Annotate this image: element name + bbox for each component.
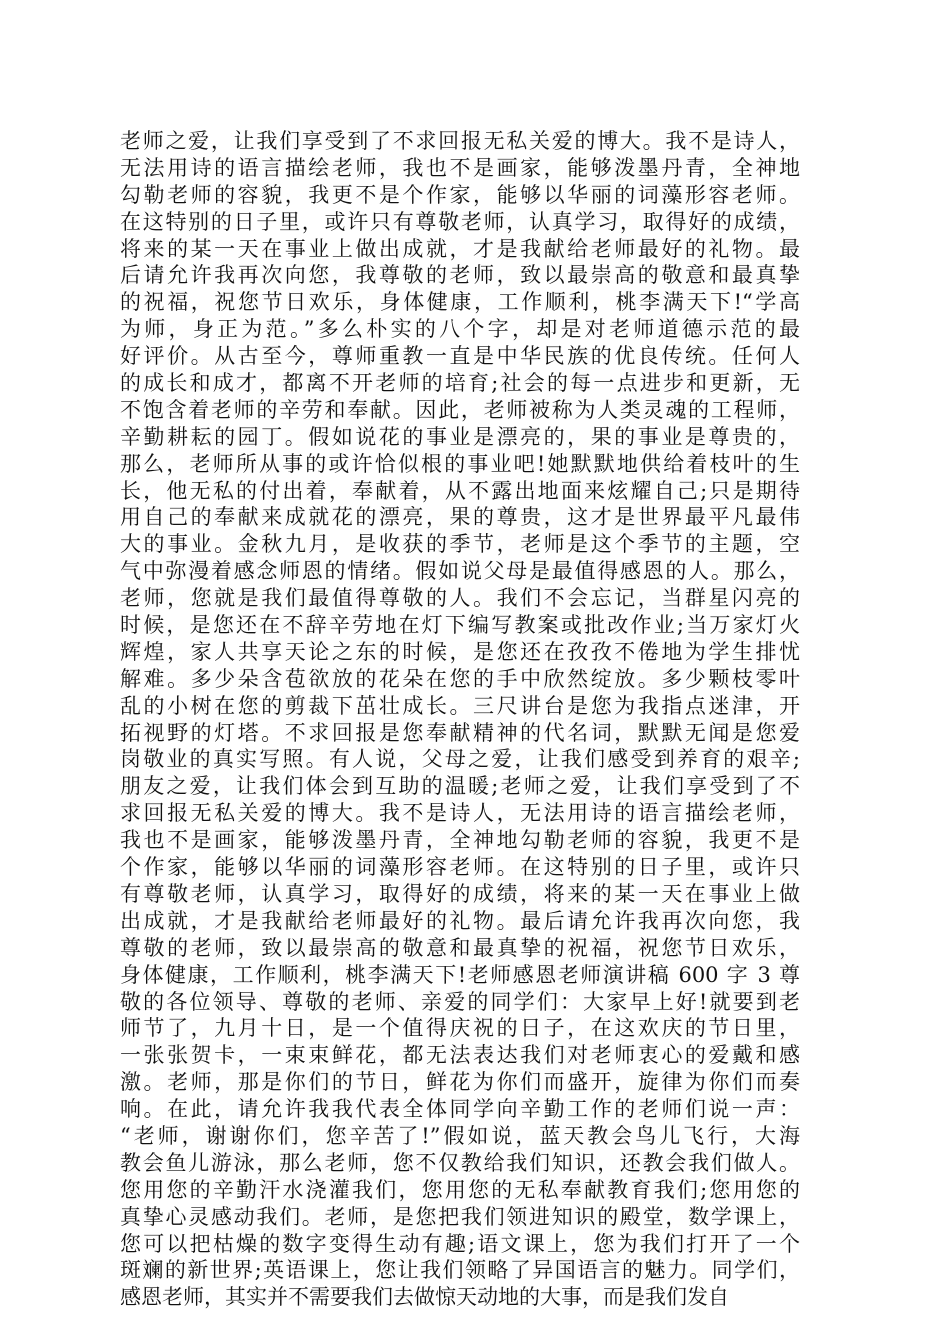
text-line: 好评价。从古至今，尊师重教一直是中华民族的优良传统。任何人 [120,344,800,369]
text-line: 辉煌，家人共享天论之东的时候，是您还在孜孜不倦地为学生排忧 [120,639,800,664]
text-line: 大的事业。金秋九月，是收获的季节，老师是这个季节的主题，空 [120,532,800,557]
text-line: 响。在此，请允许我我代表全体同学向辛勤工作的老师们说一声： [120,1097,800,1122]
text-line: 朋友之爱，让我们体会到互助的温暖;老师之爱，让我们享受到了不 [120,774,800,799]
text-line: 岗敬业的真实写照。有人说，父母之爱，让我们感受到养育的艰辛; [120,747,800,772]
text-line: 教会鱼儿游泳，那么老师，您不仅教给我们知识，还教会我们做人。 [120,1150,800,1175]
text-line: 在这特别的日子里，或许只有尊敬老师，认真学习，取得好的成绩， [120,209,800,234]
text-line: 敬的各位领导、尊敬的老师、亲爱的同学们：大家早上好!就要到老 [120,989,800,1014]
text-line: 真挚心灵感动我们。老师，是您把我们领进知识的殿堂，数学课上， [120,1204,800,1229]
text-line: 气中弥漫着感念师恩的情绪。假如说父母是最值得感恩的人。那么， [120,559,800,584]
text-line: 我也不是画家，能够泼墨丹青，全神地勾勒老师的容貌，我更不是 [120,828,800,853]
text-line: 时候，是您还在不辞辛劳地在灯下编写教案或批改作业;当万家灯火 [120,613,800,638]
text-line: 解难。多少朵含苞欲放的花朵在您的手中欣然绽放。多少颗枝零叶 [120,666,800,691]
text-line: 乱的小树在您的剪裁下茁壮成长。三尺讲台是您为我指点迷津，开 [120,693,800,718]
text-line: 您用您的辛勤汗水浇灌我们，您用您的无私奉献教育我们;您用您的 [120,1177,800,1202]
text-line: 激。老师，那是你们的节日，鲜花为你们而盛开，旋律为你们而奏 [120,1070,800,1095]
text-line: 斑斓的新世界;英语课上，您让我们领略了异国语言的魅力。同学们， [120,1258,800,1283]
text-line: 无法用诗的语言描绘老师，我也不是画家，能够泼墨丹青，全神地 [120,155,800,180]
text-line: 不饱含着老师的辛劳和奉献。因此，老师被称为人类灵魂的工程师， [120,397,800,422]
text-line: 后请允许我再次向您，我尊敬的老师，致以最崇高的敬意和最真挚 [120,263,800,288]
text-line: 为师，身正为范。”多么朴实的八个字，却是对老师道德示范的最 [120,317,800,342]
body-text [120,128,800,1311]
text-line: 有尊敬老师，认真学习，取得好的成绩，将来的某一天在事业上做 [120,881,800,906]
text-line: 用自己的奉献来成就花的漂亮，果的尊贵，这才是世界最平凡最伟 [120,505,800,530]
text-line: “老师，谢谢你们，您辛苦了!”假如说，蓝天教会鸟儿飞行，大海 [120,1123,800,1148]
text-line: 的祝福，祝您节日欢乐，身体健康，工作顺利，桃李满天下!“学高 [120,290,800,315]
text-line: 您可以把枯燥的数字变得生动有趣;语文课上，您为我们打开了一个 [120,1231,800,1256]
text-line: 辛勤耕耘的园丁。假如说花的事业是漂亮的，果的事业是尊贵的， [120,424,800,449]
text-line: 一张张贺卡，一束束鲜花，都无法表达我们对老师衷心的爱戴和感 [120,1043,800,1068]
text-line: 身体健康，工作顺利，桃李满天下!老师感恩老师演讲稿 600 字 3 尊 [120,962,800,987]
text-line: 出成就，才是我献给老师最好的礼物。最后请允许我再次向您，我 [120,908,800,933]
text-line: 师节了，九月十日，是一个值得庆祝的日子，在这欢庆的节日里， [120,1016,800,1041]
text-line: 个作家，能够以华丽的词藻形容老师。在这特别的日子里，或许只 [120,855,800,880]
text-line: 老师之爱，让我们享受到了不求回报无私关爱的博大。我不是诗人， [120,129,800,153]
text-line: 勾勒老师的容貌，我更不是个作家，能够以华丽的词藻形容老师。 [120,182,800,207]
text-line: 老师，您就是我们最值得尊敬的人。我们不会忘记，当群星闪亮的 [120,586,800,611]
text-line: 将来的某一天在事业上做出成就，才是我献给老师最好的礼物。最 [120,236,800,261]
text-line: 长，他无私的付出着，奉献着，从不露出地面来炫耀自己;只是期待 [120,478,800,503]
text-line: 拓视野的灯塔。不求回报是您奉献精神的代名词，默默无闻是您爱 [120,720,800,745]
text-line: 求回报无私关爱的博大。我不是诗人，无法用诗的语言描绘老师， [120,801,800,826]
text-line: 那么，老师所从事的或许恰似根的事业吧!她默默地供给着枝叶的生 [120,451,800,476]
text-line: 感恩老师，其实并不需要我们去做惊天动地的大事，而是我们发自 [120,1285,729,1310]
text-line: 的成长和成才，都离不开老师的培育;社会的每一点进步和更新，无 [120,371,800,396]
text-line: 尊敬的老师，致以最崇高的敬意和最真挚的祝福，祝您节日欢乐， [120,935,800,960]
